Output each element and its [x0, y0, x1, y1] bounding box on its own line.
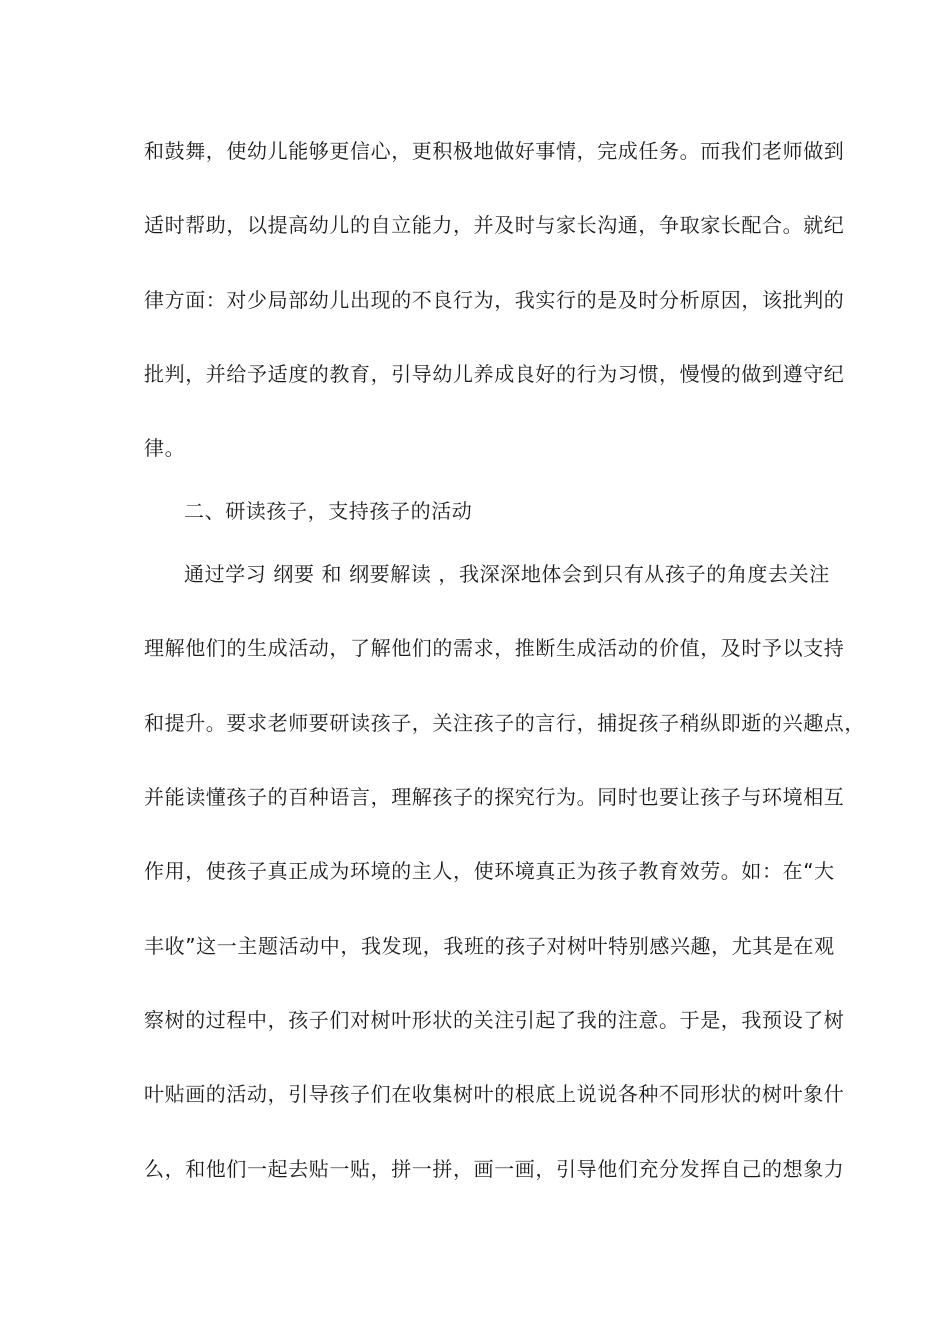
paragraph-line: 察树的过程中，孩子们对树叶形状的关注引起了我的注意。于是，我预设了树: [144, 1008, 845, 1032]
paragraph-line: 和鼓舞，使幼儿能够更信心，更积极地做好事情，完成任务。而我们老师做到: [144, 139, 845, 163]
paragraph-line: 批判，并给予适度的教育，引导幼儿养成良好的行为习惯，慢慢的做到遵守纪: [144, 362, 845, 386]
paragraph-line: 通过学习 纲要 和 纲要解读 ，我深深地体会到只有从孩子的角度去关注: [184, 562, 830, 586]
paragraph-line: 律。: [144, 436, 186, 460]
paragraph-line: 作用，使孩子真正成为环境的主人，使环境真正为孩子教育效劳。如：在“大: [144, 859, 835, 883]
paragraph-line: 理解他们的生成活动，了解他们的需求，推断生成活动的价值，及时予以支持: [144, 636, 845, 660]
section-heading: 二、研读孩子，支持孩子的活动: [184, 499, 473, 523]
paragraph-line: 并能读懂孩子的百种语言，理解孩子的探究行为。同时也要让孩子与环境相互: [144, 785, 845, 809]
paragraph-line: 丰收”这一主题活动中，我发现，我班的孩子对树叶特别感兴趣，尤其是在观: [144, 934, 835, 958]
paragraph-line: 适时帮助，以提高幼儿的自立能力，并及时与家长沟通，争取家长配合。就纪: [144, 213, 845, 237]
paragraph-line: 么，和他们一起去贴一贴，拼一拼，画一画，引导他们充分发挥自己的想象力: [144, 1157, 845, 1181]
paragraph-line: 叶贴画的活动，引导孩子们在收集树叶的根底上说说各种不同形状的树叶象什: [144, 1082, 845, 1106]
paragraph-line: 和提升。要求老师要研读孩子，关注孩子的言行，捕捉孩子稍纵即逝的兴趣点，: [144, 711, 865, 735]
paragraph-line: 律方面：对少局部幼儿出现的不良行为，我实行的是及时分析原因，该批判的: [144, 288, 845, 312]
